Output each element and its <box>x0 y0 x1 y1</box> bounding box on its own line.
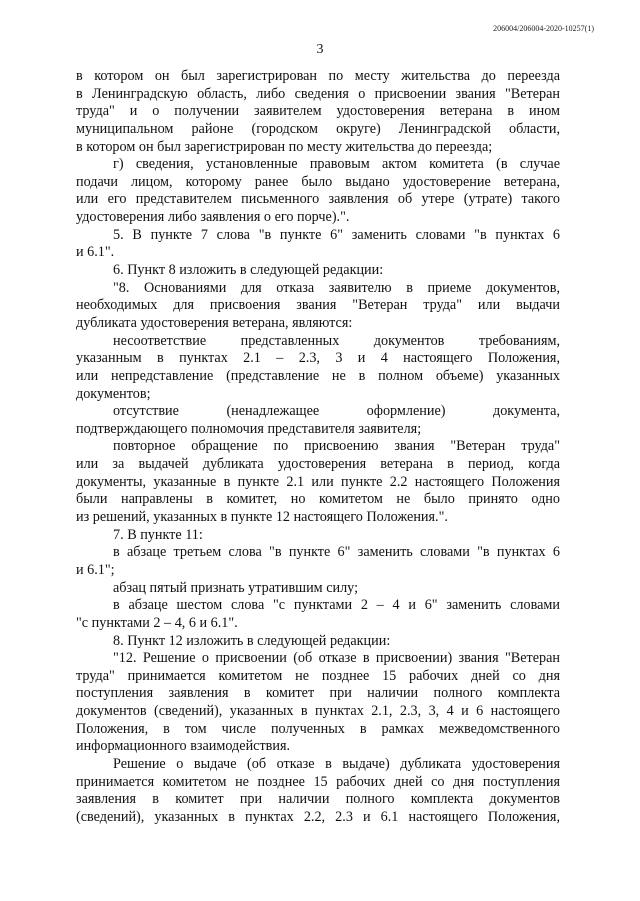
text-line: в Ленинградскую область, либо сведения о присвоении звания "Ветеран <box>76 85 560 102</box>
text-line: дубликата удостоверения ветерана, являются: <box>76 314 353 331</box>
text-line: в абзаце третьем слова "в пункте 6" заменить словами "в пунктах 6 <box>113 544 560 561</box>
text-line: абзац пятый признать утратившим силу; <box>113 579 359 596</box>
page-number: 3 <box>316 42 324 57</box>
document-id: 206004/206004-2020-10257(1) <box>493 24 594 33</box>
text-line: повторное обращение по присвоению звания "Ветеран труда" <box>113 438 560 455</box>
text-line: информационного взаимодействия. <box>76 738 291 755</box>
text-line: документов (сведений), указанных в пунктах 2.1, 2.3, 3, 4 и 6 настоящего <box>76 703 560 720</box>
text-line: в котором он был зарегистрирован по месту жительства до переезда <box>76 68 560 84</box>
text-line: Положения, в том числе полученных в рамках межведомственного <box>76 720 560 737</box>
text-line: были направлены в комитет, но комитетом не было принято одно <box>76 491 560 508</box>
text-line: из решений, указанных в пункте 12 настоящего Положения.". <box>76 509 448 526</box>
text-line: "8. Основаниями для отказа заявителю в приеме документов, <box>113 279 560 296</box>
text-line: документы, указанные в пункте 2.1 или пункте 2.2 настоящего Положения <box>76 473 560 490</box>
text-line: 8. Пункт 12 изложить в следующей редакции: <box>113 632 391 649</box>
text-line: муниципальном районе (городском округе) Ленинградской области, <box>76 120 560 137</box>
text-line: или за выдачей дубликата удостоверения ветерана в период, когда <box>76 456 560 473</box>
text-line: "с пунктами 2 – 4, 6 и 6.1". <box>76 614 238 631</box>
text-line: "12. Решение о присвоении (об отказе в присвоении) звания "Ветеран <box>113 650 560 667</box>
text-line: или его представителем письменного заявления об утере (утрате) такого <box>76 191 560 208</box>
text-line: отсутствие (ненадлежащее оформление) документа, <box>113 403 560 420</box>
text-line: 7. В пункте 11: <box>113 526 203 543</box>
text-line: труда" принимается комитетом не позднее 15 рабочих дней со дня <box>76 667 560 684</box>
text-line: Решение о выдаче (об отказе в выдаче) дубликата удостоверения <box>113 755 560 772</box>
text-line: удостоверения либо заявления о его порче).". <box>76 209 350 226</box>
text-line: заявления в комитет при наличии полного комплекта документов <box>76 791 560 808</box>
text-line: в абзаце шестом слова "с пунктами 2 – 4 и 6" заменить словами <box>113 597 560 614</box>
text-line: или непредставление (представление не в полном объеме) указанных <box>76 367 560 384</box>
text-line: принимается комитетом не позднее 15 рабочих дней со дня поступления <box>76 773 560 790</box>
text-line: 6. Пункт 8 изложить в следующей редакции: <box>113 262 384 279</box>
text-line: необходимых для присвоения звания "Ветеран труда" или выдачи <box>76 297 560 314</box>
text-line: в котором он был зарегистрирован по месту жительства до переезда; <box>76 138 493 155</box>
text-line: подтверждающего полномочия представителя заявителя; <box>76 420 422 437</box>
text-line: 5. В пункте 7 слова "в пункте 6" заменить словами "в пунктах 6 <box>113 226 560 243</box>
body-text <box>76 68 560 827</box>
text-line: указанным в пунктах 2.1 – 2.3, 3 и 4 настоящего Положения, <box>76 350 560 367</box>
text-line: труда" и о получении заявителем удостоверения ветерана в ином <box>76 103 560 120</box>
text-line: поступления заявления в комитет при наличии полного комплекта <box>76 685 560 702</box>
text-line: несоответствие представленных документов требованиям, <box>113 332 560 349</box>
text-line: подачи лицом, которому ранее было выдано удостоверение ветерана, <box>76 173 560 190</box>
text-line: и 6.1". <box>76 244 115 261</box>
text-line: (сведений), указанных в пунктах 2.2, 2.3 и 6.1 настоящего Положения, <box>76 808 560 825</box>
text-line: и 6.1"; <box>76 561 115 578</box>
text-line: документов; <box>76 385 151 402</box>
text-line: г) сведения, установленные правовым актом комитета (в случае <box>113 156 560 173</box>
